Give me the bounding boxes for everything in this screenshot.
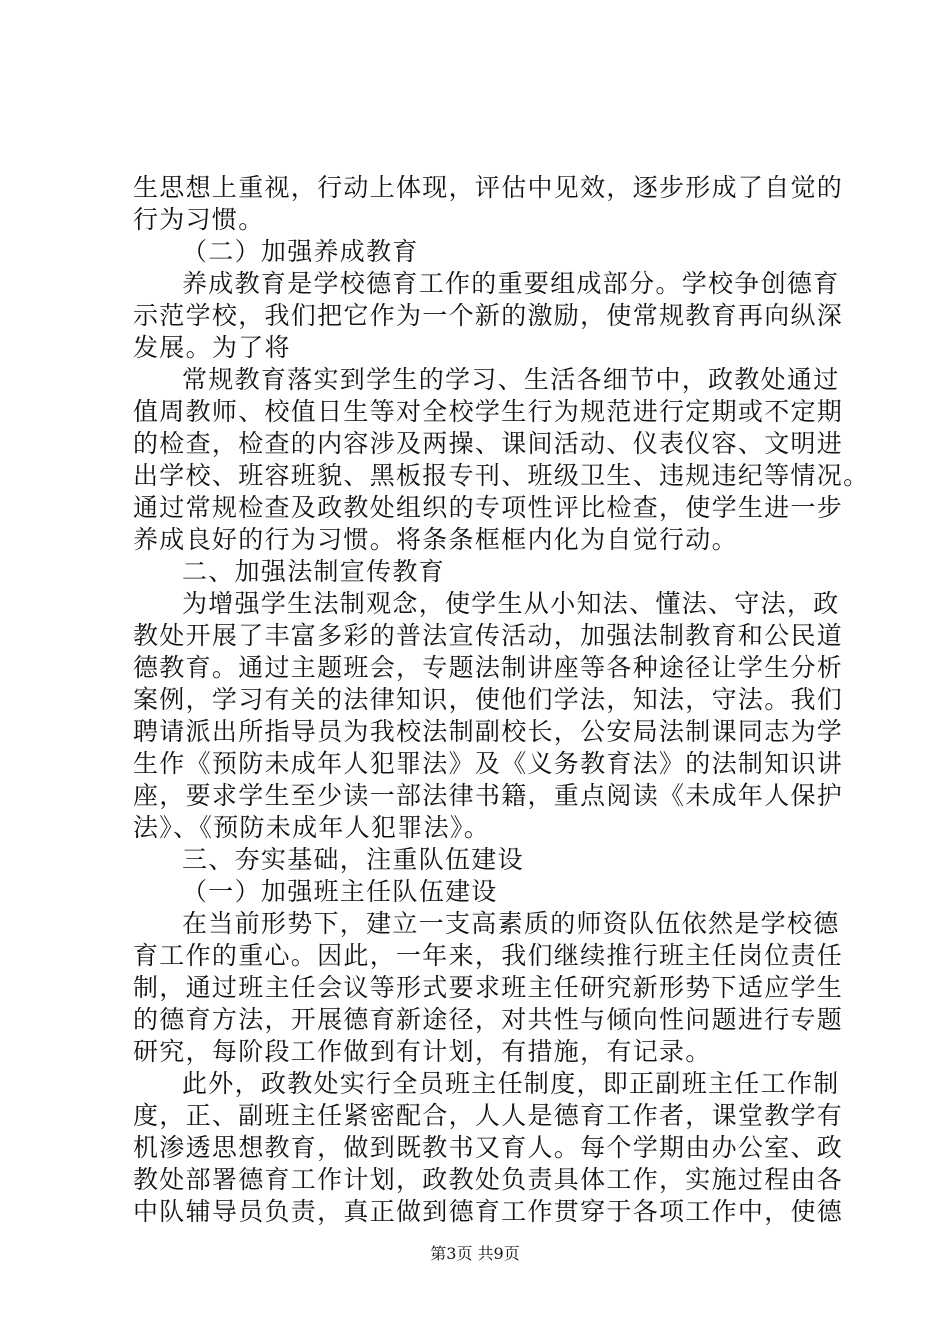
text-line: 此外，政教处实行全员班主任制度，即正副班主任工作制 xyxy=(182,1069,840,1098)
text-line: 示范学校，我们把它作为一个新的激励，使常规教育再向纵深 xyxy=(133,301,844,330)
text-line: 座，要求学生至少读一部法律书籍，重点阅读《未成年人保护 xyxy=(133,781,844,810)
text-line: 二、加强法制宣传教育 xyxy=(182,557,446,586)
text-line: 生作《预防未成年人犯罪法》及《义务教育法》的法制知识讲 xyxy=(133,749,844,778)
text-line: （一）加强班主任队伍建设 xyxy=(182,877,498,906)
text-line: 常规教育落实到学生的学习、生活各细节中，政教处通过 xyxy=(182,365,840,394)
text-line: 值周教师、校值日生等对全校学生行为规范进行定期或不定期 xyxy=(133,397,844,426)
text-line: 在当前形势下，建立一支高素质的师资队伍依然是学校德 xyxy=(182,909,840,938)
text-line: 案例，学习有关的法律知识，使他们学法，知法，守法。我们 xyxy=(133,685,844,714)
page-footer xyxy=(0,1244,950,1264)
text-line: 行为习惯。 xyxy=(133,205,265,234)
text-line: 育工作的重心。因此，一年来，我们继续推行班主任岗位责任 xyxy=(133,941,844,970)
text-line: 的检查，检查的内容涉及两操、课间活动、仪表仪容、文明进 xyxy=(133,429,844,458)
text-line: 制，通过班主任会议等形式要求班主任研究新形势下适应学生 xyxy=(133,973,844,1002)
text-line: 德教育。通过主题班会，专题法制讲座等各种途径让学生分析 xyxy=(133,653,844,682)
text-line: （二）加强养成教育 xyxy=(182,237,419,266)
text-line: 机渗透思想教育，做到既教书又育人。每个学期由办公室、政 xyxy=(133,1133,844,1162)
page-number: 第3页 共9页 xyxy=(430,1244,520,1263)
text-line: 度，正、副班主任紧密配合，人人是德育工作者，课堂教学有 xyxy=(133,1101,844,1130)
text-line: 中队辅导员负责，真正做到德育工作贯穿于各项工作中，使德 xyxy=(133,1197,844,1226)
text-line: 为增强学生法制观念，使学生从小知法、懂法、守法，政 xyxy=(182,589,840,618)
text-line: 通过常规检查及政教处组织的专项性评比检查，使学生进一步 xyxy=(133,493,844,522)
text-line: 出学校、班容班貌、黑板报专刊、班级卫生、违规违纪等情况。 xyxy=(133,461,870,490)
text-line: 三、夯实基础，注重队伍建设 xyxy=(182,845,524,874)
text-line: 生思想上重视，行动上体现，评估中见效，逐步形成了自觉的 xyxy=(133,173,844,202)
text-line: 研究，每阶段工作做到有计划，有措施，有记录。 xyxy=(133,1037,712,1066)
text-line: 教处部署德育工作计划，政教处负责具体工作，实施过程由各 xyxy=(133,1165,844,1194)
text-line: 的德育方法，开展德育新途径，对共性与倾向性问题进行专题 xyxy=(133,1005,844,1034)
document-body xyxy=(133,172,870,1228)
text-line: 聘请派出所指导员为我校法制副校长，公安局法制课同志为学 xyxy=(133,717,844,746)
text-line: 教处开展了丰富多彩的普法宣传活动，加强法制教育和公民道 xyxy=(133,621,844,650)
text-line: 发展。为了将 xyxy=(133,333,291,362)
text-line: 养成良好的行为习惯。将条条框框内化为自觉行动。 xyxy=(133,525,738,554)
text-line: 养成教育是学校德育工作的重要组成部分。学校争创德育 xyxy=(182,269,840,298)
text-line: 法》、《预防未成年人犯罪法》。 xyxy=(133,813,491,842)
